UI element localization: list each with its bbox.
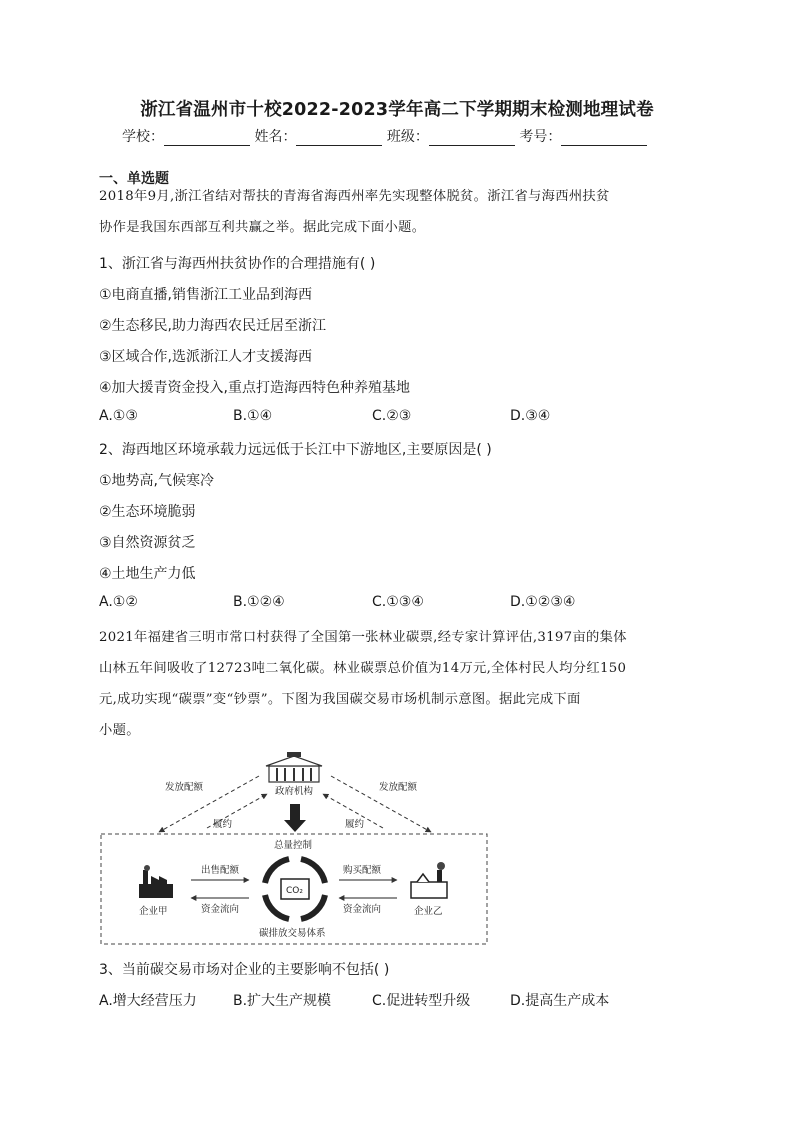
fund-label-left: 资金流向 [201,904,240,915]
svg-text:CO₂: CO₂ [286,886,303,896]
q2-item: ④土地生产力低 [99,566,196,582]
q1-item: ④加大援青资金投入,重点打造海西特色种养殖基地 [99,380,410,396]
q3-option-c[interactable]: C.促进转型升级 [372,993,471,1009]
material-2-line: 小题。 [99,723,140,738]
q2-option-c[interactable]: C.①③④ [372,594,424,610]
material-1-line: 2018年9月,浙江省结对帮扶的青海省海西州率先实现整体脱贫。浙江省与海西州扶贫 [99,189,610,204]
q1-option-d[interactable]: D.③④ [510,408,551,424]
q1-stem: 1、浙江省与海西州扶贫协作的合理措施有( ) [99,256,376,272]
student-info-row [122,126,682,146]
section-heading: 一、单选题 [99,171,169,187]
name-label: 姓名： [254,129,297,145]
total-control-label: 总量控制 [274,840,313,851]
exam-no-label: 考号： [519,129,562,145]
fulfil-label-left: 履约 [213,819,233,830]
q1-item: ③区域合作,选派浙江人才支援海西 [99,349,313,365]
issue-label-left: 发放配额 [165,782,204,793]
carbon-market-diagram [99,748,491,948]
exam-no-field[interactable] [561,129,647,146]
factory-icon [411,862,447,898]
q3-option-d[interactable]: D.提高生产成本 [510,993,610,1009]
company-b-label: 企业乙 [414,906,443,917]
buy-quota-label: 购买配额 [343,865,382,876]
q2-item: ②生态环境脆弱 [99,504,196,520]
material-2 [99,622,699,746]
page-title: 浙江省温州市十校2022-2023学年高二下学期期末检测地理试卷 [140,100,654,120]
carbon-exchange-cycle-icon [265,859,325,919]
q1-option-a[interactable]: A.①③ [99,408,138,424]
class-field[interactable] [429,129,515,146]
gov-label: 政府机构 [275,786,314,797]
system-label: 碳排放交易体系 [259,928,326,939]
q1-item: ②生态移民,助力海西农民迁居至浙江 [99,318,327,334]
government-building-icon [266,752,322,782]
material-2-line: 2021年福建省三明市常口村获得了全国第一张林业碳票,经专家计算评估,3197亩的集体 [99,630,627,645]
material-2-line: 元,成功实现“碳票”变“钞票”。下图为我国碳交易市场机制示意图。据此完成下面 [99,692,581,707]
factory-icon [139,865,173,898]
fulfil-label-right: 履约 [345,819,365,830]
q2-option-d[interactable]: D.①②③④ [510,594,576,610]
material-1-line: 协作是我国东西部互利共赢之举。据此完成下面小题。 [99,220,426,235]
company-a-label: 企业甲 [139,906,168,917]
q3-option-a[interactable]: A.增大经营压力 [99,993,197,1009]
q2-option-b[interactable]: B.①②④ [233,594,285,610]
q3-option-b[interactable]: B.扩大生产规模 [233,993,332,1009]
q2-item: ①地势高,气候寒冷 [99,473,215,489]
q3-stem: 3、当前碳交易市场对企业的主要影响不包括( ) [99,962,390,978]
fund-label-right: 资金流向 [343,904,382,915]
q2-item: ③自然资源贫乏 [99,535,196,551]
school-label: 学校： [122,129,164,145]
material-2-line: 山林五年间吸收了12723吨二氧化碳。林业碳票总价值为14万元,全体村民人均分红150 [99,661,627,676]
material-1 [99,181,699,243]
name-field[interactable] [296,129,382,146]
sell-quota-label: 出售配额 [201,865,240,876]
total-control-arrow [284,804,306,832]
q2-option-a[interactable]: A.①② [99,594,138,610]
class-label: 班级： [386,129,429,145]
q2-stem: 2、海西地区环境承载力远远低于长江中下游地区,主要原因是( ) [99,442,492,458]
q1-option-b[interactable]: B.①④ [233,408,273,424]
q1-item: ①电商直播,销售浙江工业品到海西 [99,287,313,303]
q1-option-c[interactable]: C.②③ [372,408,412,424]
school-field[interactable] [164,129,250,146]
issue-label-right: 发放配额 [379,782,418,793]
